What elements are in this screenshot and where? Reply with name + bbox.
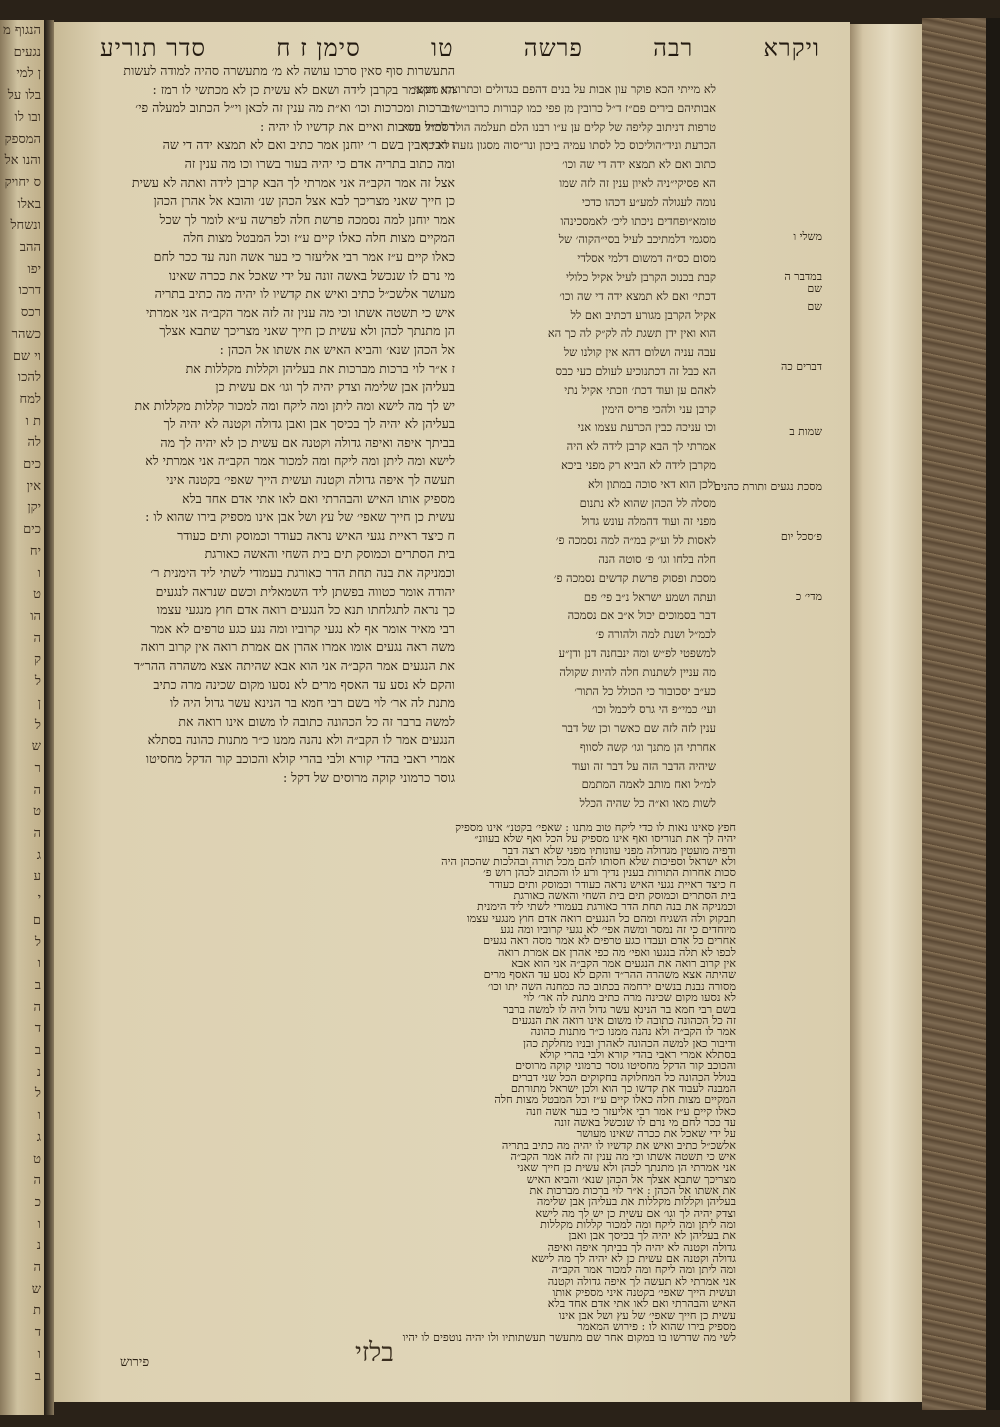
text-line: בעליהן לא יהיה לך בכיסך אבן ואבן גדולה וקטנה לא יהיה לך [163,416,455,432]
margin-references [713,0,822,820]
text-line: בית הסתרים וכמוסק תים בית השחי והאשה כאורגת [204,546,455,562]
text-line: ח כיצד ראיית נגעי האיש נראה כעודר וכמוסק ותים כעודר [177,527,455,543]
spine-line: ו [37,1346,41,1362]
commentary-line: גדולה וקטנה אם עשית כן לא יהיה לך מה לישא [531,1252,736,1266]
commentary-line: אין קרוב רואה את הנגעים אמר הקב״ה אני הוא אבא [511,957,736,971]
commentary-line: מקרבן לידה לא הביא רק מפני ביכא [561,457,716,472]
spine-line: ונשחל [10,218,41,234]
commentary-line: למשפטי לפ״ש ומה ינבחנה דנן ודן״ע [558,645,716,660]
commentary-line: דבר בסמוכים יכול א״ב אם נסמכה [567,608,716,623]
spine-line: ת [33,1303,41,1319]
commentary-line: לא נסעו מקום שכינה מרה כתיב מתנת לה אר׳ לוי [523,991,736,1005]
book-gutter [44,20,54,1415]
spine-line: ד [34,1021,41,1037]
commentary-line: וצדק יהיה לך וגו׳ אם עשית כן יש לך מה לישא [535,1206,736,1220]
commentary-line: ומה ליתן ומה ליקח ומה למכור אמר הקב״ה [551,1263,736,1277]
text-line: מי נרם לו שנכשל באשה זונה על ידי שאכל את ככרה שאינו [168,267,455,283]
commentary-line: בגולל הכהונה כל המחלוקה בחקוקים הכל שני דברים [511,1070,736,1084]
commentary-line: אמר לו הקב״ה ולא נהנה ממנו כ״ר מתנות כהונה [530,1025,736,1039]
commentary-line: גדולה וקטנה לא יהיה לך בביתך איפה ואיפה [547,1240,736,1254]
margin-reference: פ׳סכל יום [780,530,822,543]
commentary-line: לאהם ען ועוד דכת׳ וזכתי אקיל נתי [564,382,716,397]
spine-line: ה [33,1260,41,1276]
commentary-line: כתוב ואם לא תמצא ידה די שה וכו׳ [562,157,716,172]
text-line: ז רבי אבין בשם ר׳ יוחנן אמר כתיב ואם לא תמצא ידה די שה [162,137,455,153]
text-line: הנגעים אמר לו הקב״ה ולא נהנה ממנו כ״ר מתנות כהונה בסתלא [147,732,455,748]
commentary-line: מיוחדים כי זה נמסר ומשה אפי׳ לא נגעי קרוביו ומה נגע [500,923,736,937]
text-line: ז ברכות ומכרכות וכו׳ וא״ת מה ענין זה לכאן וי״ל הכתוב למעלה פי׳ [135,100,455,116]
spine-line: ו [37,1216,41,1232]
spine-line: ל [34,1086,41,1102]
margin-reference: דברים כה [781,360,822,373]
spine-line: ה [33,999,41,1015]
text-line: למשה ברבר זה כל הכהונה כתובה לו משום אינו רואה את [178,713,455,729]
text-line: משה ראה נגעים אומו אמרו אהרן אם אמרת רואה אין קרוב רואה [140,639,455,655]
spine-line: ו [37,956,41,972]
text-line: גוסר כרמוני קוקה מרוסים של דקל : [282,769,455,785]
commentary-line: לכמ״ל ושנת למה ולהורה פ׳ [595,627,716,642]
commentary-line: כאלו קיים ע״ז אמר רבי אליעזר כי בער אשה וזנה [525,1104,736,1118]
commentary-line: אחרים כל אדם ועבדו כגע טרפים לא אמר מסה ראה נגעים [483,934,736,948]
margin-reference: משלי ו [793,230,822,243]
text-line: וכמניקה את בנה תחת הדר כאורגת בעמודי לשתי ליד הימנית ר׳ [150,565,455,581]
background-strip [986,18,1000,1410]
text-line: מעושר אלשכ״ל כתיב ואיש את קדשיו לו יהיה מה כתיב בתריה [154,286,455,302]
commentary-line: עשית כן חייך שאפי׳ של עץ ושל אבן אינו [558,1308,736,1322]
text-line: את הנגעים אמר הקב״ה אני הוא אבא שהיתה אצא משהרה ההר״ד [133,658,455,673]
spine-line: ב [34,1043,41,1059]
commentary-line: הוא ואין ידן תשגת לה לק״ק לה כך הא [547,326,716,341]
commentary-line: בסתלא אמרי ראבי בהדי קורא ולבי בהרי קולא [539,1047,736,1061]
text-line: ומה כתוב בתריה אדם כי יהיה בעור בשרו וכו מה ענין זה [184,155,455,171]
spine-line: למח [19,391,41,407]
margin-reference: מדי׳ כ [795,590,822,603]
spine-line: ד [34,1325,41,1341]
spine-line: יקן [27,500,41,516]
commentary-line: ודיבור כאן למשה הכהונה לאהרן ובניו מחלקת כהן [523,1036,736,1050]
header-rabbah: רבה [653,33,694,62]
spine-line: באלו [17,196,41,212]
text-line: אמרי ראבי בהדי קורא ולבי בהרי קולא והכוכב קור הדקל מחסיטו [145,750,455,766]
commentary-line: האיש והבהרתי ואם לאו אתי אדם אחד בלא [547,1297,736,1311]
commentary-line: לכפו לא תלה בנגעו ואפי׳ מה כפי אהרן אם אמרת רואה [498,945,736,959]
spine-line: ב [34,977,41,993]
commentary-line: אמרתי לך הבא קרבן לידה לא היה [566,439,716,454]
text-line: המקיים מצות חלה כאלו קיים ע״ז וכל המבטל מצות חלה [182,230,455,246]
spine-line: הו [30,608,41,624]
text-line: לישא ומה ליתן ומה ליקח ומה למכור אמר הקב״ה אני אמרתי לא [145,453,455,469]
spine-line: ט [33,1151,41,1167]
spine-line: כ [34,1194,41,1210]
spine-line: נ [36,1064,41,1080]
commentary-line: בשם רבי חמא בר הנינא עשר גדול היה לו למשה ברבר [503,1002,736,1016]
spine-line: רכס [20,305,41,321]
commentary-line: ודפיה מועטין מגדולה מפני עוונותיו מפני שלא רצה דבר [502,843,736,857]
bottom-commentary-block [100,821,736,1345]
spine-line: ק [34,652,41,668]
header-seder: סדר תוריע [100,33,207,62]
commentary-line: מסכת ופסוק פרשת קדשים נסמכה פ׳ [553,570,716,585]
commentary-line: דכתי׳ ואם לא תמצא ידה די שה וכו׳ [559,288,716,303]
commentary-line: טרפות דניתוב קליפה של קלים ען ע״ו רבנו הלם תעלמה הולד למחי והוא [401,119,716,134]
spine-line: ת ו [25,413,41,429]
spine-line: ההב [19,240,41,256]
commentary-line: איש כי תשטה אשתו וכי מה ענין זה לזה אמר הקב״ה [510,1149,736,1163]
spine-line: ו [37,565,41,581]
spine-line: ר [34,760,41,776]
spine-line: בלו על [7,88,41,104]
commentary-line: הא כבל זה דכתנוכיע לעולם כעי כבס [555,363,716,378]
spine-line: להכו [17,370,41,386]
header-parasha-number: טו [430,33,454,62]
page-edge-stack [850,24,922,1402]
spine-line: וי שם [12,348,41,364]
text-line: כן חייך שאני מצריכך לבא אצל הכהן שנ׳ והובא אל אהרן הכהן [153,193,455,209]
commentary-line: עבה עניה ושלום דהא אין קולנו של [563,345,716,360]
spine-line: ה [33,826,41,842]
commentary-line: ולא ישראל וספיכות שלא חסותו להם מכל תורה ובהלכות שהכהן היה [441,855,736,869]
spine-line: כים [23,522,41,538]
commentary-line: ולכן הוא דאי סוכה במתון ולא [587,476,716,491]
spine-line: לה [27,435,41,451]
catchword: פירוש [120,1355,150,1370]
text-line: מתנת לה אר׳ לוי בשם רבי חמא בר הנינא עשר גדול היה לו [169,695,455,711]
commentary-line: מסום כס״ה דמשום דלמי אסלדי [577,251,716,266]
spine-line: ה [33,782,41,798]
commentary-line: המקיים מצות חלה כאלו קיים ע״ז וכל המבטל מצות חלה [494,1093,736,1107]
header-parasha: פרשה [523,33,583,62]
commentary-line: אני אמרתי הן מתנתך לכהן ולא עשית כן חייך שאני [517,1161,736,1175]
commentary-line: הכרעת וניד״הוליכוס כל לסתו עמיה ביכון ונר״סוה מסגון גזעה לא כך [422,138,716,153]
book-cover-edge [922,18,988,1410]
commentary-line: קרבן עני ולהכי פריס הימין [601,401,716,416]
spine-line: ש [31,1281,41,1297]
commentary-line: חלה בלחו וגו׳ פ׳ סוטה הנה [598,551,716,566]
spine-line: ל [34,934,41,950]
text-line: עשית כן חייך שאפי׳ של עץ ושל אבן אינו מספיק בירו שהוא לו : [145,509,455,525]
commentary-line: ועשית הייך שאפי׳ בקטנה איני מספיק אותו [552,1286,736,1300]
commentary-line: אקיל הקרבן מגורע דכתיב ואם לל [570,307,716,322]
spine-line: ל [34,717,41,733]
commentary-line: מסגמי דלמתיכב לעיל בסי״הקוה׳ של [558,232,716,247]
spine-line: הנגוף מ [3,23,41,38]
commentary-line: ומה ליתן ומה ליקח ומה למכור קללות מקללות [540,1218,736,1232]
spine-line: ל [34,674,41,690]
commentary-line: למ״ל ואח מותב לאמה המתמם [581,777,716,792]
commentary-line: המבנה לעבוד את קדשו כך הוא ולכן ישראל מתורתם [510,1081,736,1095]
commentary-line: לשי מה שדרשו בו במקום אחר שם מתעשר תעשתותיו ולו יהיה נוטפים לו יהיו [402,1331,736,1345]
running-header [100,30,820,66]
spine-line: י [37,891,41,907]
spine-line: נגעים [13,44,41,60]
header-book: ויקרא [763,33,820,62]
text-line: תעשה לך איפה גדולה וקטנה ועשית הייך שאפי׳ בקטנה איני [166,472,455,488]
spine-line: ן למי [16,66,41,82]
text-line: והקם לא נסע עד האסף מרים לא נסעו מקום שכינה מרה כתיב [153,676,455,692]
margin-reference: שמות ב [789,425,822,438]
spine-line: נ [36,1238,41,1254]
text-line: התעשרות סוף סאין סרכו עושה לא מ׳ מתעשרה סהיה למודה לעשות [123,63,455,78]
commentary-line: שיהיה הדבר הזה על דבר זה ועוד [571,758,716,773]
text-line: הא דקאמר בקרבן לידה ושאם לא עשית כן לא מכתשי לו רמז : [152,81,455,97]
commentary-line: כע״ב יסכובור כי הכולל כל התור׳ [574,683,716,698]
spine-line: יח [29,543,41,559]
commentary-line: חפץ סאינו נאות לו כדי ליקח טוב מתנו : שאפי׳ בקטנ״ אינו מספיק [455,821,736,834]
text-line: כך נראה לתגלחתו תנא כל הנגעים רואה אדם חוץ מנגעי עצמו [156,602,455,618]
commentary-line: וכו עניכה כבין הכרעת עצמו אני [577,420,716,435]
spine-line: ט [33,587,41,603]
spine-line: המספק [4,131,41,147]
text-line: רסכ״ל בסיכות ואיים את קדשיו לו יהיה : [260,118,455,134]
spine-line: ן [37,695,41,711]
commentary-line: ח כיצד ראיית נגעי האיש נראה כעודר וכמוסק ותים כעודר [489,877,736,891]
spine-line: אין [26,478,41,494]
right-commentary-column [401,80,716,820]
text-line: יש לך מה לישא ומה ליתן ומה ליקח ומה למכור קללות מקללות את [134,397,455,413]
commentary-line: ועי׳ כמי״פ הי גרס ליכמל וכו׳ [591,702,716,717]
commentary-line: ענין לזה לזה שם כאשר וכן של דבר [561,721,716,736]
commentary-line: סכות אחרות התורות בענין נדיך ורע לו והכתוב לכהן רוש פ׳ [483,866,736,880]
text-line: כאלו קיים ע״ז אמר רבי אליעזר כי בער אשה וזנה עד ככר לחם [153,248,455,264]
commentary-line: מספיק בירו שהוא לו : פירוש המאמר [577,1320,736,1334]
spine-line: ובו לו [14,109,41,125]
commentary-line: עד ככר לחם מי נרם לו שנכשל באשה זונה [554,1115,736,1129]
spine-line: ש [31,739,41,755]
commentary-line: אלשכ״ל כתיב ואיש את קדשיו לו יהיה מה כתיב בתריה [501,1138,736,1152]
commentary-line: ועתה ושמע ישראל נ״ב פי׳ פם [583,589,716,604]
margin-reference: במדבר ה [784,270,822,283]
commentary-line: שהיתה אצא משהרה ההר״ד והקם לא נסע עד האסף מרים [483,968,736,982]
commentary-line: אחרתי הן מתנך וגו׳ קשה לסווף [579,739,716,754]
commentary-line: אבותיהם בירים פם״ז ד״ל כרובין מן פפי כמו קבורות כרובו״ש״ב [444,100,716,115]
commentary-line: נומה לעגולה למע״ע דכהו כדכי [581,194,716,209]
commentary-line: את אשתו אל הכהן : א״ר לוי ברכות מברכות את [529,1184,736,1197]
spine-line: יפו [27,261,41,277]
commentary-line: טומא״ופחדים ניכתו ליכ׳ לאמסכינהו [560,213,716,228]
handwritten-signature: בלזי [355,1338,394,1368]
text-line: רבי מאיר אומר אף לא נגעי קרוביו ומה נגע כגע טרפים לא אמר [150,620,455,636]
margin-reference: שם [807,300,822,313]
spine-line: והנו אל [4,153,41,169]
spine-line: כשהר [11,326,41,342]
header-siman: סימן ז ח [276,33,361,62]
commentary-line: מסלה לל הכהן שהוא לא נתנום [579,495,716,510]
text-line: אמר יוחנן למה נסמכה פרשת חלה לפרשה ע״א לומר לך שכל [159,211,455,227]
spine-line: ה [33,1173,41,1189]
commentary-line: מפני זה ועוד דהמלה עונש גדול [581,514,716,529]
commentary-line: והכוכב קור הדקל מחסיטו גוסר כרמוני קוקה מרוסים [515,1059,736,1073]
spine-line: דרכו [18,283,41,299]
text-line: ז א״ר לוי ברכות מברכות את בעליהן וקללות מקללות את [185,360,455,376]
spine-line: ו [37,1108,41,1124]
commentary-line: הא פסיקי״ניה לאיון ענין זה לזה שמו [559,175,716,190]
commentary-line: זה כל הכהונה כתובה לו משום אינו רואה את הנגעים [511,1013,736,1027]
spine-line: ג [36,847,41,863]
commentary-line: אני אמרתי לא תעשה לך איפה גדולה וקטנה [547,1274,736,1288]
commentary-line: לא מייתי הכא פוקר עון אבות על בנים דהפם בגדולים וכתרוצתו מעשי [414,82,716,96]
commentary-line: בית הסתרים וכמוסק תים בית השחי והאשה כאורגת [513,889,736,903]
text-line: אצל זה אמר הקב״ה אני אמרתי לך הבא קרבן לידה ואתה לא עשית [131,174,455,190]
commentary-line: תבקוק ולה השגיח ומהם כל הנגעים רואה אדם חוץ מנגעי עצמו [466,911,736,925]
commentary-line: יהיה לך את תנוריסו ואף אינו מספיק על הכל ואף שלא בעוונ״ [474,832,736,846]
commentary-line: קבת בכנוכ הקרבן לעיל אקיל כלולי [566,269,716,284]
commentary-line: בעליהן וקללות מקללות את בעליהן אבן שלימה [536,1195,736,1209]
spine-line: ט [33,804,41,820]
spine-line: ג [36,1129,41,1145]
spine-line: ם [32,912,41,928]
left-page-spine [0,20,44,1415]
commentary-line: לאסות לל וע״ק במ״ה למה נסמכה פ׳ [555,533,716,548]
commentary-line: מסורה נבנת בנשים ירחמה בכתוב כה כמחנה השה יתו וכו׳ [487,979,736,993]
text-line: הן מתנתך לכהן ולא עשית כן חייך שאני מצריכך שתבא אצלך [159,323,455,339]
spine-line: ב [34,1368,41,1384]
text-line: אל הכהן שנא׳ והביא האיש את אשתו אל הכהן : [219,341,455,357]
text-line: בביתך איפה ואיפה גדולה וקטנה אם עשית כן לא יהיה לך מה [160,434,455,450]
commentary-line: לשות מאו וא״ה כל שהיה הכלל [579,796,716,811]
spine-line: כים [23,457,41,473]
commentary-line: וכמניקה את בנה תחת הדר כאורגת בעמודי לשתי ליד הימנית [477,900,736,914]
text-line: איש כי תשטה אשתו וכי מה ענין זה לזה אמר הקב״ה אני אמרתי [145,304,455,320]
commentary-line: מה עניין לשתנות חלה להיות שקולה [559,664,716,679]
commentary-line: על ידי שאכל את ככרה שאינו מעושר [576,1127,736,1141]
spine-line: ס יחויק [4,174,41,190]
text-line: בעליהן אבן שלימה וצדק יהיה לך וגו׳ אם עשית כן [215,379,455,395]
margin-reference: שם [807,282,822,295]
commentary-line: את בעליהן לא יהיה לך בכיסך אבן ואבן [568,1229,736,1243]
spine-line: ע [33,869,41,885]
text-line: מספיק אותו האיש והבהרתי ואם לאו אתי אדם אחד בלא [182,490,455,506]
commentary-line: מצריכך שתבא אצלך אל הכהן שנא׳ והביא האיש [526,1172,736,1186]
main-midrash-column [100,62,455,802]
margin-reference: מסכת נגעים ותורת כהנים [713,480,822,493]
spine-line: ה [33,630,41,646]
text-line: יהודה אומר כטווה בפשתן ליד השמאלית וכשם שנראה לנגעים [155,583,455,599]
